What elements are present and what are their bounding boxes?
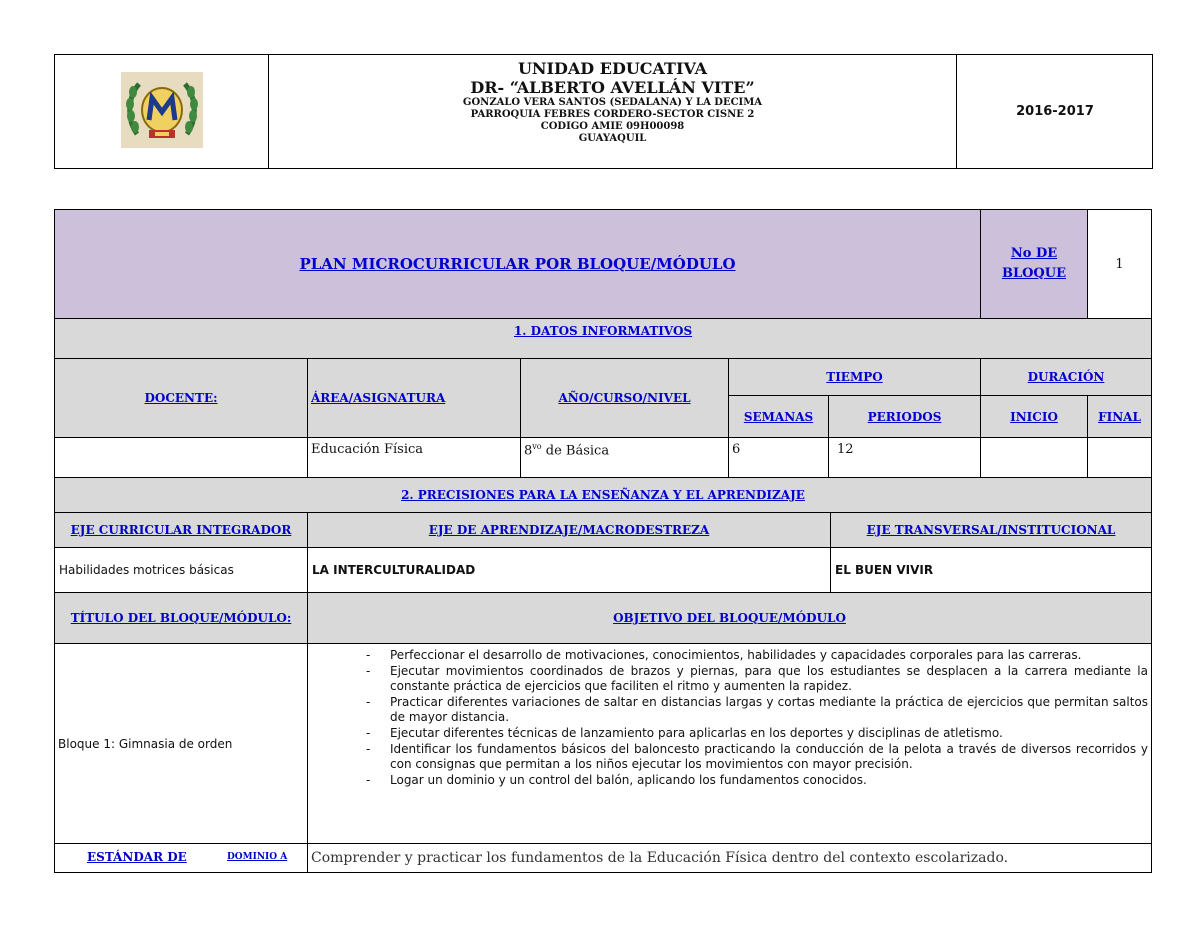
area-value-cell <box>307 437 521 478</box>
periodos-value: 12 <box>837 442 854 457</box>
eje-aprendizaje-value-cell <box>307 547 831 593</box>
estandar-value: Comprender y practicar los fundamentos de la Educación Física dentro del contexto escolarizado. <box>311 850 1009 866</box>
tiempo-label[interactable]: TIEMPO <box>826 370 883 384</box>
eje-aprendizaje-label[interactable]: EJE DE APRENDIZAJE/MACRODESTREZA <box>428 523 710 537</box>
school-address-line1: GONZALO VERA SANTOS (SEDALANA) Y LA DECIMA <box>462 97 763 108</box>
curso-header <box>520 358 729 438</box>
semanas-label[interactable]: SEMANAS <box>743 409 814 424</box>
objetivos-cell <box>307 643 1152 844</box>
objetivo-header <box>307 592 1152 644</box>
logo-emblem-icon <box>121 72 203 148</box>
final-header <box>1087 395 1152 438</box>
section1-title[interactable]: 1. DATOS INFORMATIVOS <box>513 324 693 338</box>
docente-value-cell <box>54 437 308 478</box>
block-no-value <box>1087 209 1152 319</box>
periodos-value-cell <box>828 437 981 478</box>
section1-band <box>54 318 1152 359</box>
inicio-header <box>980 395 1088 438</box>
eje-curricular-label[interactable]: EJE CURRICULAR INTEGRADOR <box>70 523 292 537</box>
semanas-value: 6 <box>732 442 741 457</box>
area-value: Educación Física <box>311 442 424 457</box>
section2-band <box>54 477 1152 513</box>
school-city: GUAYAQUIL <box>578 133 647 144</box>
section2-title[interactable]: 2. PRECISIONES PARA LA ENSEÑANZA Y EL APRENDIZAJE <box>401 488 805 502</box>
eje-curricular-value-cell <box>54 547 308 593</box>
area-header <box>307 358 521 438</box>
titulo-value: Bloque 1: Gimnasia de orden <box>58 736 233 751</box>
docente-label[interactable]: DOCENTE: <box>144 391 218 405</box>
block-no-number: 1 <box>1115 256 1124 272</box>
docente-header <box>54 358 308 438</box>
dominio-label[interactable]: DOMINIO A <box>227 852 288 862</box>
titulo-value-cell <box>54 643 308 844</box>
eje-transversal-value-cell <box>830 547 1152 593</box>
estandar-label[interactable]: ESTÁNDAR DE <box>87 850 187 864</box>
semanas-header <box>728 395 829 438</box>
periodos-label[interactable]: PERIODOS <box>867 409 942 424</box>
objetivo-item: - Identificar los fundamentos básicos del baloncesto practicando la conducción de la pelota a través de diversos recorridos y con consignas que permitan a los niños ejecutar los movimientos con mayor precisión. <box>358 742 1148 772</box>
tiempo-header <box>728 358 981 396</box>
duracion-label[interactable]: DURACIÓN <box>1027 370 1105 384</box>
eje-aprendizaje-header <box>307 512 831 548</box>
plan-title-cell <box>54 209 981 319</box>
estandar-value-cell <box>307 843 1152 873</box>
objetivo-label[interactable]: OBJETIVO DEL BLOQUE/MÓDULO <box>613 611 846 625</box>
eje-transversal-value: EL BUEN VIVIR <box>835 563 934 577</box>
curso-value-main: 8 <box>524 443 533 459</box>
objetivo-item: - Logar un dominio y un control del balón, aplicando los fundamentos conocidos. <box>358 773 1148 788</box>
eje-curricular-header <box>54 512 308 548</box>
eje-curricular-value: Habilidades motrices básicas <box>59 563 234 577</box>
objetivos-list <box>358 648 1148 788</box>
school-address-line2: PARROQUIA FEBRES CORDERO-SECTOR CISNE 2 <box>470 109 755 120</box>
periodos-header <box>828 395 981 438</box>
curso-value-sup: vo <box>532 442 542 451</box>
titulo-label[interactable]: TÍTULO DEL BLOQUE/MÓDULO: <box>70 611 292 625</box>
school-amie-code: CODIGO AMIE 09H00098 <box>540 121 685 132</box>
estandar-header <box>54 843 308 873</box>
school-name-block <box>269 56 956 168</box>
final-value-cell <box>1087 437 1152 478</box>
school-year: 2016-2017 <box>1016 104 1094 119</box>
area-label[interactable]: ÁREA/ASIGNATURA <box>311 391 446 405</box>
curso-value-cell <box>520 437 729 478</box>
block-no-label-2[interactable]: BLOQUE <box>1001 266 1067 281</box>
eje-transversal-label[interactable]: EJE TRANSVERSAL/INSTITUCIONAL <box>866 523 1116 537</box>
eje-aprendizaje-value: LA INTERCULTURALIDAD <box>312 563 476 577</box>
inicio-label[interactable]: INICIO <box>1010 409 1058 424</box>
objetivo-item: - Perfeccionar el desarrollo de motivaciones, conocimientos, habilidades y capacidades corporales para las carreras. <box>358 648 1148 663</box>
block-no-label-cell <box>980 209 1088 319</box>
objetivo-item: - Ejecutar movimientos coordinados de brazos y piernas, para que los estudiantes se desplacen a la carrera mediante la constante práctica de ejercicios que faciliten el ritmo y aumenten la rapidez. <box>358 664 1148 694</box>
block-no-label-1[interactable]: No DE <box>1010 246 1058 261</box>
school-logo <box>121 72 203 148</box>
eje-transversal-header <box>830 512 1152 548</box>
inicio-value-cell <box>980 437 1088 478</box>
objetivo-item: - Practicar diferentes variaciones de saltar en distancias largas y cortas mediante la práctica de ejercicios que permitan saltos de mayor distancia. <box>358 695 1148 725</box>
school-name-line2: DR- “ALBERTO AVELLÁN VITE” <box>470 78 755 97</box>
semanas-value-cell <box>728 437 829 478</box>
objetivo-item: - Ejecutar diferentes técnicas de lanzamiento para aplicarlas en los deportes y disciplinas de atletismo. <box>358 726 1148 741</box>
plan-title[interactable]: PLAN MICROCURRICULAR POR BLOQUE/MÓDULO <box>299 255 736 273</box>
final-label[interactable]: FINAL <box>1098 409 1141 424</box>
titulo-header <box>54 592 308 644</box>
duracion-header <box>980 358 1152 396</box>
curso-label[interactable]: AÑO/CURSO/NIVEL <box>558 391 691 405</box>
curso-value-rest: de Básica <box>541 443 610 459</box>
school-name-line1: UNIDAD EDUCATIVA <box>517 59 708 78</box>
